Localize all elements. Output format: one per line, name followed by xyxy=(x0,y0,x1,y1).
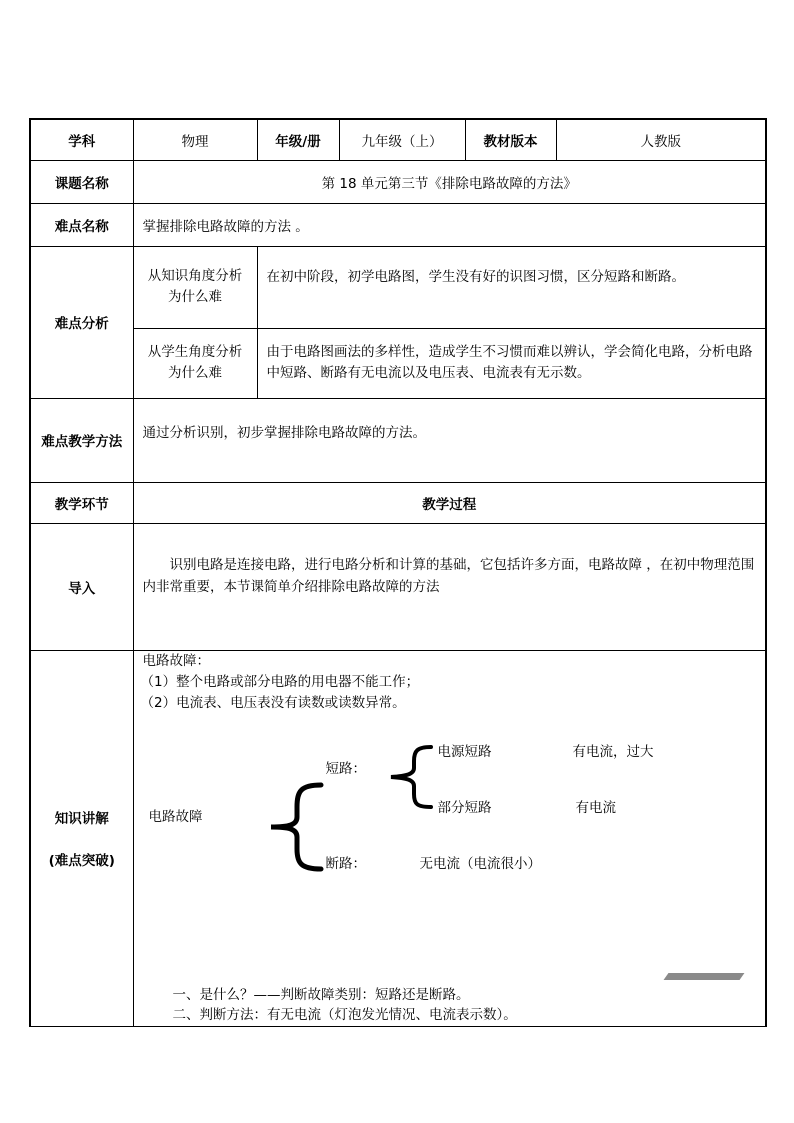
short-partial-label: 部分短路 xyxy=(437,799,492,816)
row-process-header xyxy=(30,482,766,523)
intro-text: 识别电路是连接电路，进行电路分析和计算的基础，它包括许多方面，电路故障 ，在初中物理范围内非常重要，本节课简单介绍排除电路故障的方法 xyxy=(133,523,766,650)
row-topic xyxy=(30,160,766,203)
subject-label: 学科 xyxy=(30,119,133,160)
lesson-plan-table xyxy=(29,118,767,1027)
fault-item-1: （1）整个电路或部分电路的用电器不能工作； xyxy=(140,673,420,690)
row-analysis-student xyxy=(30,328,766,398)
textbook-label: 教材版本 xyxy=(465,119,556,160)
student-angle-text: 由于电路图画法的多样性，造成学生不习惯而难以辨认，学会简化电路，分析电路中短路、断路有无电流以及电压表、电流表有无示数。 xyxy=(257,328,766,398)
grade-label: 年级/册 xyxy=(257,119,339,160)
row-intro xyxy=(30,523,766,650)
short-circuit-label: 短路： xyxy=(325,760,366,777)
open-circuit-note: 无电流（电流很小） xyxy=(419,855,541,872)
big-brace-icon xyxy=(265,781,325,873)
open-circuit-label: 断路： xyxy=(325,855,366,872)
knowledge-content xyxy=(133,650,766,1026)
method-label: 难点教学方法 xyxy=(30,398,133,482)
student-angle-label-line2: 为什么难 xyxy=(168,365,222,381)
difficulty-value: 掌握排除电路故障的方法 。 xyxy=(133,203,766,246)
process-header: 教学过程 xyxy=(133,482,766,523)
fault-item-2: （2）电流表、电压表没有读数或读数异常。 xyxy=(140,694,406,711)
small-brace-icon xyxy=(387,744,437,810)
fault-title: 电路故障： xyxy=(142,652,210,669)
knowledge-angle-label-line2: 为什么难 xyxy=(168,289,222,305)
intro-label: 导入 xyxy=(30,523,133,650)
method-text: 通过分析识别，初步掌握排除电路故障的方法。 xyxy=(133,398,766,482)
student-angle-label-line1: 从学生角度分析 xyxy=(147,344,243,360)
row-knowledge xyxy=(30,650,766,1026)
row-header xyxy=(30,119,766,160)
knowledge-angle-text: 在初中阶段，初学电路图，学生没有好的识图习惯，区分短路和断路。 xyxy=(257,246,766,328)
knowledge-label-line1: 知识讲解 xyxy=(54,810,109,827)
gray-bar-shape xyxy=(663,973,744,980)
analysis-label: 难点分析 xyxy=(30,246,133,398)
subject-value: 物理 xyxy=(133,119,257,160)
row-difficulty xyxy=(30,203,766,246)
row-method xyxy=(30,398,766,482)
knowledge-label-line2: (难点突破) xyxy=(48,852,115,869)
knowledge-angle-label-line1: 从知识角度分析 xyxy=(147,268,243,284)
knowledge-label-cell xyxy=(30,650,133,1026)
topic-label: 课题名称 xyxy=(30,160,133,203)
process-label: 教学环节 xyxy=(30,482,133,523)
topic-value: 第 18 单元第三节《排除电路故障的方法》 xyxy=(133,160,766,203)
difficulty-label: 难点名称 xyxy=(30,203,133,246)
grade-value: 九年级（上） xyxy=(339,119,465,160)
step-2: 二、判断方法：有无电流（灯泡发光情况、电流表示数）。 xyxy=(172,1006,517,1023)
student-angle-label xyxy=(133,328,257,398)
row-analysis-knowledge xyxy=(30,246,766,328)
step-1: 一、是什么？——判断故障类别：短路还是断路。 xyxy=(172,986,470,1003)
diagram-root: 电路故障 xyxy=(148,808,203,825)
knowledge-angle-label xyxy=(133,246,257,328)
textbook-value: 人教版 xyxy=(556,119,766,160)
short-power-label: 电源短路 xyxy=(437,743,492,760)
short-partial-note: 有电流 xyxy=(575,799,616,816)
short-power-note: 有电流，过大 xyxy=(572,743,654,760)
